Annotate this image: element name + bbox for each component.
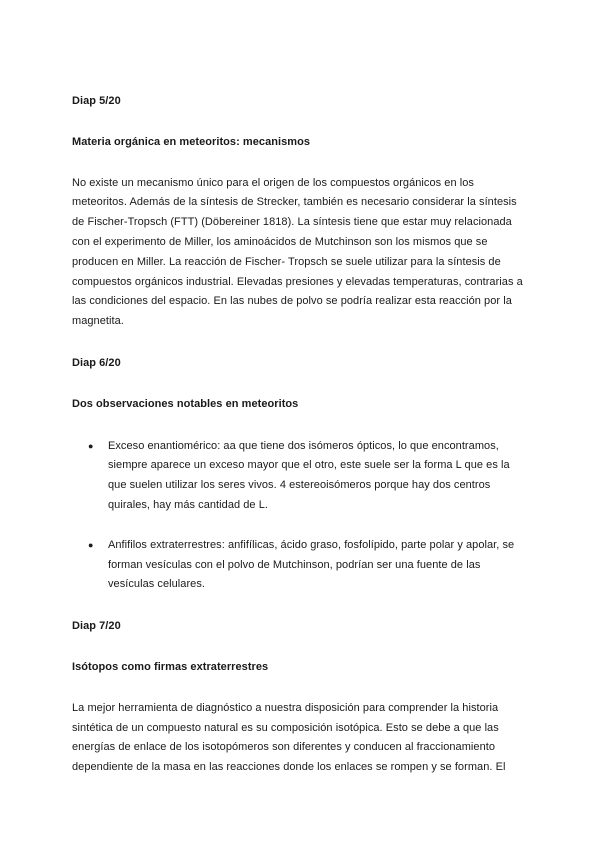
paragraph-isotopos: La mejor herramienta de diagnóstico a nuestra disposición para comprender la historia sintética de un compuesto natural es su composición isotópica. Esto se debe a que las energías de enlace de los isotopómeros son diferentes y conducen al fraccionamiento dependiente de la masa en las reacciones donde los enlaces se rompen y se forman. El xyxy=(72,701,506,774)
slide-number-6: Diap 6/20 xyxy=(72,356,121,369)
list-item xyxy=(72,437,527,516)
bullet-text-exceso: Exceso enantiomérico: aa que tiene dos isómeros ópticos, lo que encontramos, siempre aparece un exceso mayor que el otro, este suele ser la forma L que es la que suelen utilizar los seres vivos. 4 estereoisómeros porque hay dos centros quirales, hay más cantidad de L. xyxy=(108,439,510,511)
paragraph-mecanismos: No existe un mecanismo único para el origen de los compuestos orgánicos en los meteoritos. Además de la síntesis de Strecker, también es necesario considerar la síntesis de Fischer-Tropsch (FTT) (Döbereiner 1818). La síntesis tiene que estar muy relacionada con el experimento de Miller, los aminoácidos de Mutchinson son los mismos que se producen en Miller. La reacción de Fischer- Tropsch se suele utilizar para la síntesis de compuestos orgánicos industrial. Elevadas presiones y elevadas temperaturas, contrarias a las condiciones del espacio. En las nubes de polvo se podría realizar esta reacción por la magnetita. xyxy=(72,176,523,328)
section-title-isotopos: Isótopos como firmas extraterrestres xyxy=(72,660,269,673)
slide-number-5: Diap 5/20 xyxy=(72,95,121,107)
slide-number-7: Diap 7/20 xyxy=(72,620,121,633)
document-content xyxy=(72,92,527,778)
bullet-list xyxy=(72,437,527,596)
section-title-materia-organica: Materia orgánica en meteoritos: mecanismos xyxy=(72,135,311,148)
bullet-icon: ● xyxy=(88,440,94,451)
bullet-text-anfifilos: Anfifilos extraterrestres: anfifílicas, ácido graso, fosfolípido, parte polar y apolar, se forman vesículas con el polvo de Mutchinson, podrían ser una fuente de las vesículas celulares. xyxy=(108,538,515,591)
section-title-observaciones: Dos observaciones notables en meteoritos xyxy=(72,397,299,410)
list-item xyxy=(72,536,527,595)
bullet-icon: ● xyxy=(88,539,94,550)
